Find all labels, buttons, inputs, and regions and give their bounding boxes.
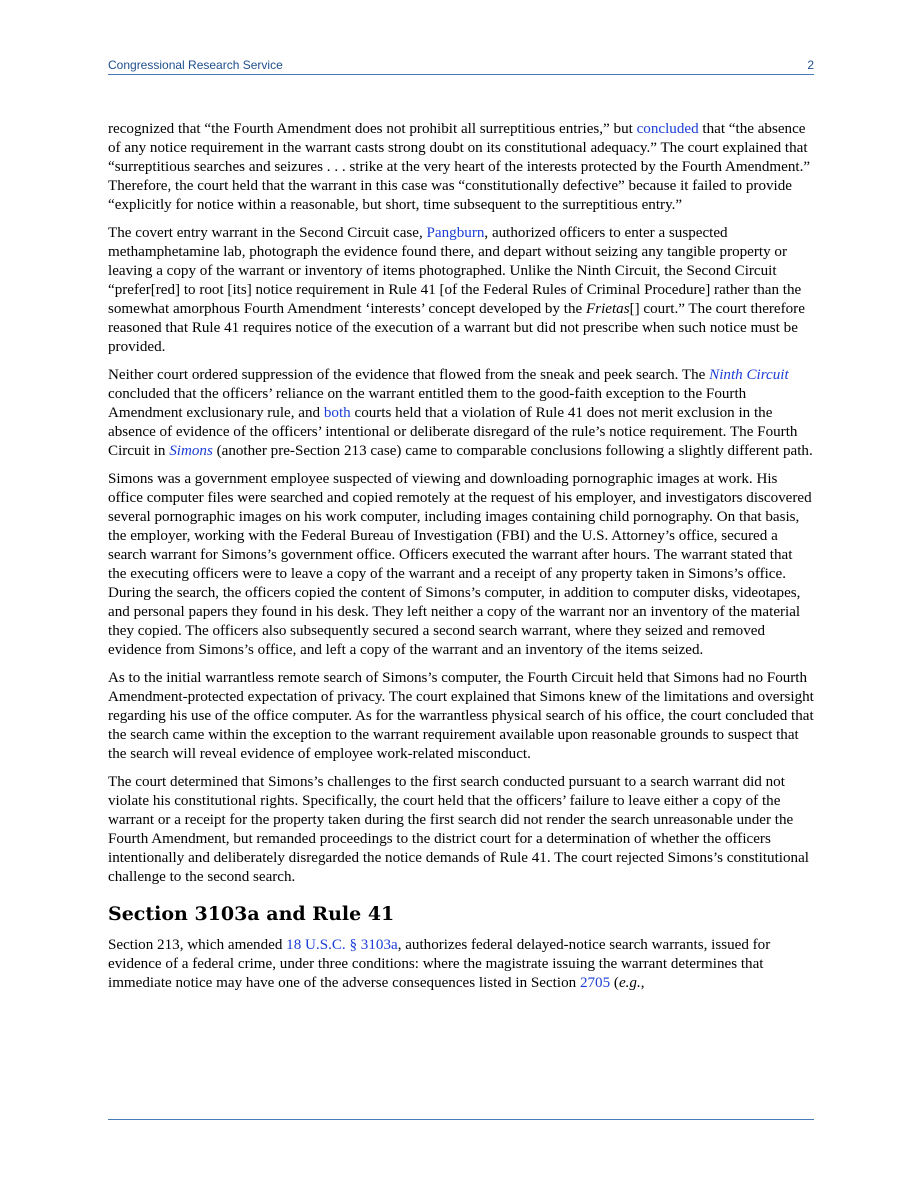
text: [] court.” The court therefore reasoned that Rule 41 requires notice of the execution of a warrant but did not prescribe when such notice must be provided.: [108, 301, 805, 355]
paragraph-1: [108, 120, 814, 215]
text: , authorizes federal delayed-notice search warrants, issued for evidence of a federal crime, under three conditions: where the magistrate issuing the warrant determines that immediate notice may have one of the adverse consequences listed in Section: [108, 937, 771, 991]
page-header: [108, 57, 814, 75]
text: Neither court ordered suppression of the evidence that flowed from the sneak and peek search. The: [108, 367, 710, 383]
text: concluded that the officers’ reliance on the warrant entitled them to the good-faith exception to the Fourth Amendment exclusionary rule, and: [108, 386, 747, 421]
case-name-frietas: Frietas: [586, 301, 630, 317]
header-org-name: Congressional Research Service: [108, 58, 283, 72]
link-ninth-circuit[interactable]: Ninth Circuit: [709, 367, 789, 383]
text: courts held that a violation of Rule 41 does not merit exclusion in the absence of evidence of the officers’ intentional or deliberate disregard of the rule’s notice requirement. The Fourth Circuit in: [108, 405, 798, 459]
text: (: [610, 975, 619, 991]
eg-italic: e.g.: [618, 975, 641, 991]
paragraph-5: As to the initial warrantless remote search of Simons’s computer, the Fourth Circuit held that Simons had no Fourth Amendment-protected expectation of privacy. The court explained that Simons knew of the limitations and oversight regarding his use of the office computer. As for the warrantless physical search of his office, the court concluded that the search came within the exception to the warrant requirement available upon reasonable grounds to suspect that the search will reveal evidence of employee work-related misconduct.: [108, 670, 814, 762]
paragraph-2: [108, 224, 814, 357]
text: The covert entry warrant in the Second Circuit case,: [108, 225, 427, 241]
text: recognized that “the Fourth Amendment does not prohibit all surreptitious entries,” but: [108, 121, 637, 137]
paragraph-3: [108, 366, 814, 461]
link-pangburn[interactable]: Pangburn: [426, 225, 485, 241]
link-concluded[interactable]: concluded: [636, 121, 699, 137]
footer-rule: [108, 1119, 814, 1120]
text: ,: [640, 975, 645, 991]
link-simons[interactable]: Simons: [169, 443, 213, 459]
document-body: [108, 120, 814, 1002]
header-page-number: 2: [807, 58, 814, 72]
paragraph-6: The court determined that Simons’s challenges to the first search conducted pursuant to a search warrant did not violate his constitutional rights. Specifically, the court held that the officers’ failure to leave either a copy of the warrant or a receipt for the property taken during the first search did not render the search unreasonable under the Fourth Amendment, but remanded proceedings to the district court for a determination of whether the officers intentionally and deliberately disregarded the notice demands of Rule 41. The court rejected Simons’s constitutional challenge to the second search.: [108, 774, 809, 885]
text: , authorized officers to enter a suspected methamphetamine lab, photograph the evidence found there, and depart without seizing any tangible property or leaving a copy of the warrant or inventory of items photographed. Unlike the Ninth Circuit, the Second Circuit “prefer[red] to root [its] notice requirement in Rule 41 [of the Federal Rules of Criminal Procedure] rather than the somewhat amorphous Fourth Amendment ‘interests’ concept developed by the: [108, 225, 802, 317]
paragraph-7: [108, 936, 814, 993]
link-2705[interactable]: 2705: [579, 975, 611, 991]
link-18-usc-3103a[interactable]: 18 U.S.C. § 3103a: [286, 937, 398, 953]
text: that “the absence of any notice requirement in the warrant casts strong doubt on its constitutional adequacy.” The court explained that “surreptitious searches and seizures . . . strike at the very heart of the interests protected by the Fourth Amendment.” Therefore, the court held that the warrant in this case was “constitutionally defective” because it failed to provide “explicitly for notice within a reasonable, but short, time subsequent to the surreptitious entry.”: [108, 121, 811, 213]
link-both[interactable]: both: [323, 405, 351, 421]
paragraph-4: Simons was a government employee suspected of viewing and downloading pornographic images at work. His office computer files were searched and copied remotely at the request of his employer, and investigators discovered several pornographic images on his work computer, including images containing child pornography. On that basis, the employer, working with the Federal Bureau of Investigation (FBI) and the U.S. Attorney’s office, secured a search warrant for Simons’s government office. Officers executed the warrant after hours. The warrant stated that the executing officers were to leave a copy of the warrant and a receipt of any property taken in Simons’s office. During the search, the officers copied the content of Simons’s computer, in addition to computer disks, videotapes, and personal papers they found in his desk. They left neither a copy of the warrant nor an inventory of the material they copied. The officers also subsequently secured a second search warrant, where they seized and removed evidence from Simons’s office, and left a copy of the warrant and an inventory of the items seized.: [108, 471, 812, 658]
text: (another pre-Section 213 case) came to comparable conclusions following a slightly different path.: [212, 443, 813, 459]
section-heading: Section 3103a and Rule 41: [108, 903, 395, 925]
text: Section 213, which amended: [108, 937, 287, 953]
